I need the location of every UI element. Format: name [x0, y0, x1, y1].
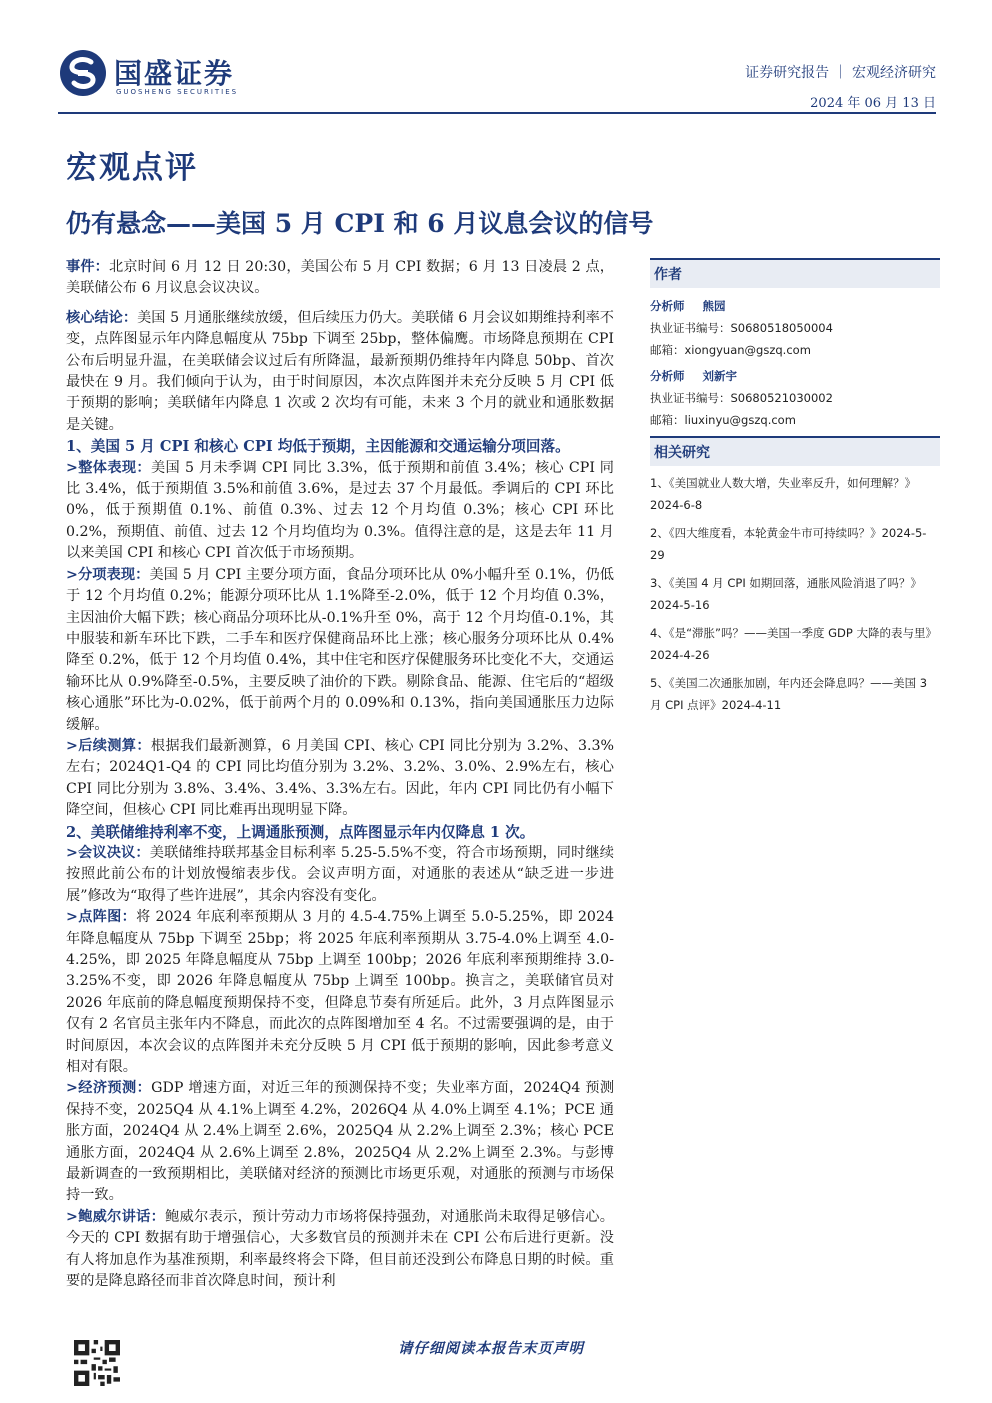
related-research-header: 相关研究: [650, 436, 940, 466]
header-meta: [745, 62, 936, 111]
core-paragraph: [66, 308, 614, 436]
para-text: 根据我们最新测算，6 月美国 CPI、核心 CPI 同比分别为 3.2%、3.3%左右；2024Q1-Q4 的 CPI 同比均值分别为 3.2%、3.2%、3.0%、2.9%左右，核心 CPI 同比分别为 3.8%、3.4%、3.4%、3.3%左右。因此，年内 CPI 同比仍有小幅下降空间，但核心 CPI 同比难再出现明显下降。: [66, 737, 614, 819]
para-label: >鲍威尔讲话：: [66, 1208, 166, 1225]
sidebar: [650, 258, 940, 716]
author-2-email[interactable]: 邮箱：liuxinyu@gszq.com: [650, 413, 796, 427]
related-research-item[interactable]: 2、《四大维度看，本轮黄金牛市可持续吗？》2024-5-29: [650, 526, 927, 562]
para-label: >分项表现：: [66, 566, 150, 583]
logo-text-cn: 国盛证券: [114, 57, 235, 90]
paragraph-dot-plot: [66, 907, 614, 1078]
company-logo: [58, 48, 278, 98]
para-label: >会议决议：: [66, 844, 150, 861]
related-research-item[interactable]: 1、《美国就业人数大增，失业率反升，如何理解？》 2024-6-8: [650, 476, 917, 512]
disclaimer-notice: 请仔细阅读本报告末页声明: [398, 1340, 584, 1357]
section-1-heading: 1、美国 5 月 CPI 和核心 CPI 均低于预期，主因能源和交通运输分项回落。: [66, 438, 570, 456]
para-text: 将 2024 年底利率预期从 3 月的 4.5-4.75%上调至 5.0-5.25%，即 2024 年降息幅度从 75bp 下调至 25bp；将 2025 年底利率预期从 3.75-4.0%上调至 4.0-4.25%，即 2025 年降息幅度从 75bp 上调至 100bp；2026 年底利率预期维持 3.0-3.25%不变，即 2026 年降息幅度从 75bp 上调至 100bp。换言之，美联储官员对 2026 年底前的降息幅度预期保持不变，但降息节奏有所延后。此外，3 月点阵图显示仅有 2 名官员主张年内不降息，而此次的点阵图增加至 4 名。不过需要强调的是，由于时间原因，本次会议的点阵图并未充分反映 5 月 CPI 低于预期的影响，因此参考意义相对有限。: [66, 909, 614, 1076]
report-category: 证券研究报告 ｜ 宏观经济研究: [745, 65, 936, 81]
author-name: 熊园: [702, 299, 726, 313]
author-2: [650, 368, 940, 384]
para-label: >整体表现：: [66, 459, 151, 476]
core-label: 核心结论：: [66, 309, 138, 326]
logo-text-en: GUOSHENG SECURITIES: [116, 88, 239, 96]
author-1-email[interactable]: 邮箱：xiongyuan@gszq.com: [650, 343, 811, 357]
para-text: GDP 增速方面，对近三年的预测保持不变；失业率方面，2024Q4 预测保持不变，2025Q4 从 4.1%上调至 4.2%，2026Q4 从 4.0%上调至 4.1%；PCE 通胀方面，2024Q4 从 2.4%上调至 2.6%，2025Q4 从 2.2%上调至 2.3%；核心 PCE 通胀方面，2024Q4 从 2.6%上调至 2.8%，2025Q4 从 2.2%上调至 2.3%。与彭博最新调查的一致预期相比，美联储对经济的预测比市场更乐观，对通胀的预测与市场保持一致。: [66, 1080, 615, 1204]
related-research-item[interactable]: 4、《是“滞胀”吗？——美国一季度 GDP 大降的表与里》2024-4-26: [650, 626, 937, 662]
para-text: 美国 5 月未季调 CPI 同比 3.3%，低于预期和前值 3.4%；核心 CPI 同比 3.4%，低于预期值 3.5%和前值 3.6%，是过去 37 个月最低。季调后的 CPI 环比 0%，低于预期值 0.1%、前值 0.3%、过去 12 个月均值 0.3%；核心 CPI 环比 0.2%，预期值、前值、过去 12 个月均值均为 0.3%。值得注意的是，这是去年 11 月以来美国 CPI 和核心 CPI 首次低于市场预期。: [66, 459, 614, 562]
report-date: 2024 年 06 月 13 日: [810, 96, 936, 111]
related-research-item[interactable]: 5、《美国二次通胀加剧，年内还会降息吗？——美国 3 月 CPI 点评》2024-4-11: [650, 676, 928, 712]
qr-code-icon: [74, 1340, 120, 1386]
paragraph-overall: [66, 458, 614, 565]
author-2-cert: 执业证书编号：S0680521030002: [650, 391, 833, 405]
para-label: >后续测算：: [66, 737, 151, 754]
para-text: 鲍威尔表示，预计劳动力市场将保持强劲，对通胀尚未取得足够信心。今天的 CPI 数据有助于增强信心，大多数官员的预测并未在 CPI 公布后进行更新。没有人将加息作为基准预期，利率最终将会下降，但目前还没到公布降息日期的时候。重要的是降息路径而非首次降息时间，预计利: [66, 1208, 614, 1290]
author-name: 刘新宇: [702, 369, 737, 383]
header-divider: [58, 112, 936, 114]
report-type: 宏观点评: [66, 150, 198, 186]
related-research-item[interactable]: 3、《美国 4 月 CPI 如期回落，通胀风险消退了吗？》 2024-5-16: [650, 576, 922, 612]
author-role: 分析师: [650, 299, 685, 313]
guosheng-logo-icon: [58, 48, 108, 98]
event-paragraph: [66, 257, 614, 300]
event-text: 北京时间 6 月 12 日 20:30，美国公布 5 月 CPI 数据；6 月 13 日凌晨 2 点，美联储公布 6 月议息会议决议。: [66, 259, 614, 297]
report-header: [0, 0, 992, 130]
para-label: >经济预测：: [66, 1080, 152, 1097]
author-header: 作者: [650, 258, 940, 288]
main-body: [66, 257, 614, 1293]
paragraph-decision: [66, 843, 614, 907]
paragraph-powell: [66, 1207, 614, 1293]
para-text: 美联储维持联邦基金目标利率 5.25-5.5%不变，符合市场预期，同时继续按照此前公布的计划放慢缩表步伐。会议声明方面，对通胀的表述从“缺乏进一步进展”修改为“取得了些许进展”，其余内容没有变化。: [66, 844, 614, 904]
paragraph-forecast: [66, 736, 614, 822]
core-text: 美国 5 月通胀继续放缓，但后续压力仍大。美联储 6 月会议如期维持利率不变，点阵图显示年内降息幅度从 75bp 下调至 25bp，整体偏鹰。市场降息预期在 CPI 公布后明显升温，在美联储会议过后有所降温，最新预期仍维持年内降息 50bp、首次最快在 9 月。我们倾向于认为，由于时间原因，本次点阵图并未充分反映 5 月 CPI 低于预期的影响；美联储年内降息 1 次或 2 次均有可能，未来 3 个月的就业和通胀数据是关键。: [66, 309, 614, 433]
paragraph-economic-projection: [66, 1078, 614, 1206]
report-title: 仍有悬念——美国 5 月 CPI 和 6 月议息会议的信号: [66, 209, 654, 238]
para-text: 美国 5 月 CPI 主要分项方面，食品分项环比从 0%小幅升至 0.1%，仍低于 12 个月均值 0.2%；能源分项环比从 1.1%降至-2.0%，低于 12 个月均值 0.3%，主因油价大幅下跌；核心商品分项环比从-0.1%升至 0%，高于 12 个月均值-0.1%，其中服装和新车环比下跌，二手车和医疗保健商品环比上涨；核心服务分项环比从 0.4%降至 0.2%，低于 12 个月均值 0.4%，其中住宅和医疗保健服务环比变化不大，交通运输环比从 0.9%降至-0.5%，主要反映了油价的下跌。剔除食品、能源、住宅后的“超级核心通胀”环比为-0.02%，低于前两个月的 0.09%和 0.13%，指向美国通胀压力边际缓解。: [66, 566, 614, 733]
section-2-heading: 2、美联储维持利率不变，上调通胀预测，点阵图显示年内仅降息 1 次。: [66, 823, 535, 841]
author-1-cert: 执业证书编号：S0680518050004: [650, 321, 833, 335]
author-role: 分析师: [650, 369, 685, 383]
para-label: >点阵图：: [66, 909, 137, 926]
author-1: [650, 298, 940, 314]
paragraph-breakdown: [66, 565, 614, 736]
event-label: 事件：: [66, 259, 109, 275]
